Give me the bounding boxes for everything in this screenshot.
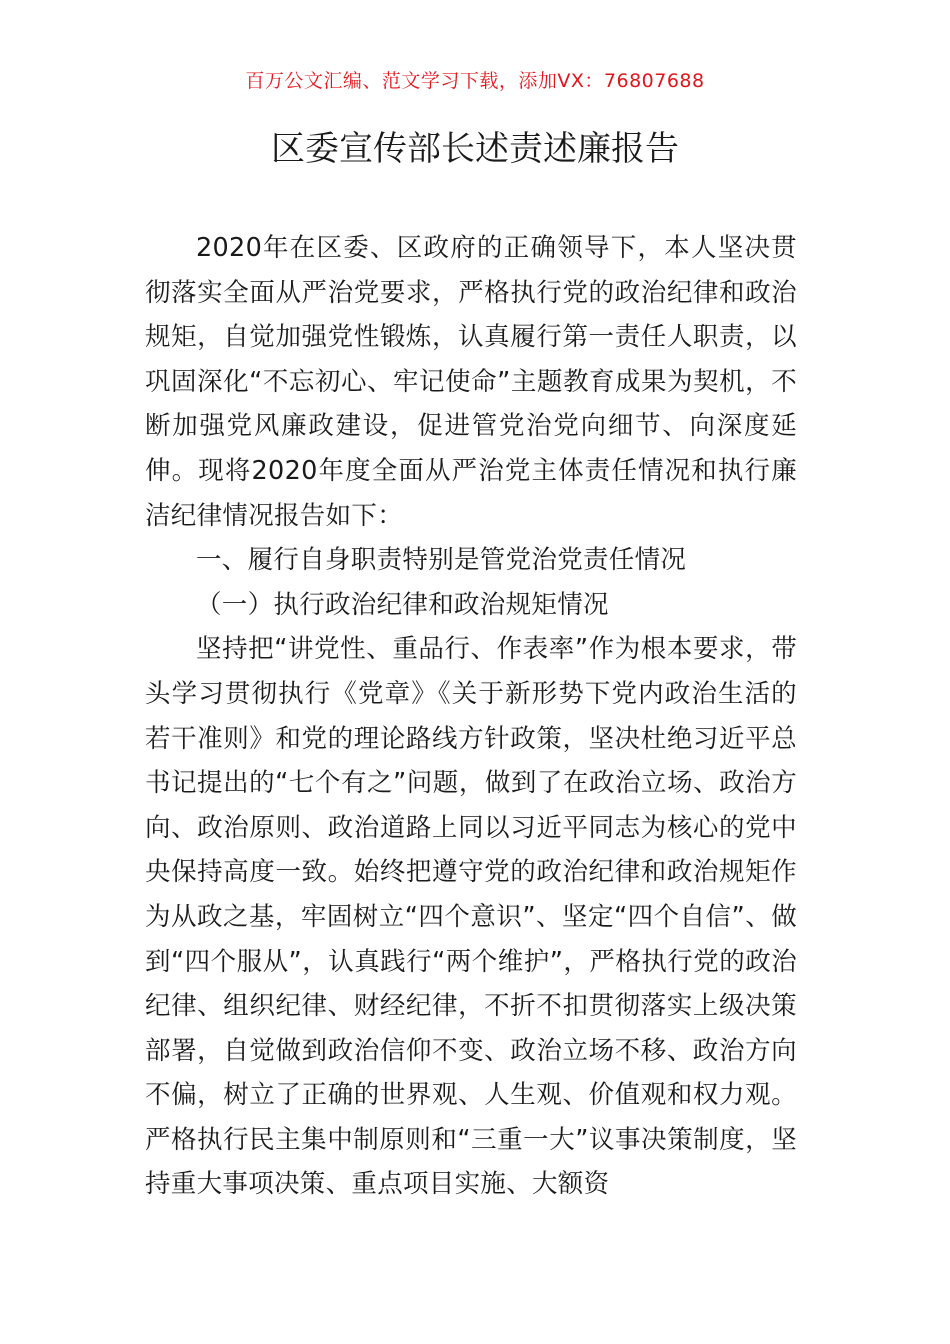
header-promo-note: 百万公文汇编、范文学习下载，添加VX：76807688 xyxy=(245,70,705,92)
document-body xyxy=(145,226,797,1207)
subsection-heading: （一）执行政治纪律和政治规矩情况 xyxy=(196,589,609,620)
subsection-paragraph: 坚持把“讲党性、重品行、作表率”作为根本要求，带头学习贯彻执行《党章》《关于新形势下党内政治生活的若干准则》和党的理论路线方针政策，坚决杜绝习近平总书记提出的“七个有之”问题，做到了在政治立场、政治方向、政治原则、政治道路上同以习近平同志为核心的党中央保持高度一致。始终把遵守党的政治纪律和政治规矩作为从政之基，牢固树立“四个意识”、坚定“四个自信”、做到“四个服从”，认真践行“两个维护”，严格执行党的政治纪律、组织纪律、财经纪律，不折不扣贯彻落实上级决策部署，自觉做到政治信仰不变、政治立场不移、政治方向不偏，树立了正确的世界观、人生观、价值观和权力观。严格执行民主集中制原则和“三重一大”议事决策制度，坚持重大事项决策、重点项目实施、大额资 xyxy=(145,634,797,1200)
section-heading: 一、履行自身职责特别是管党治党责任情况 xyxy=(196,545,687,576)
document-title: 区委宣传部长述责述廉报告 xyxy=(271,129,679,169)
intro-paragraph: 2020年在区委、区政府的正确领导下，本人坚决贯彻落实全面从严治党要求，严格执行党的政治纪律和政治规矩，自觉加强党性锻炼，认真履行第一责任人职责，以巩固深化“不忘初心、牢记使命”主题教育成果为契机，不断加强党风廉政建设，促进管党治党向细节、向深度延伸。现将2020年度全面从严治党主体责任情况和执行廉洁纪律情况报告如下： xyxy=(145,233,797,531)
